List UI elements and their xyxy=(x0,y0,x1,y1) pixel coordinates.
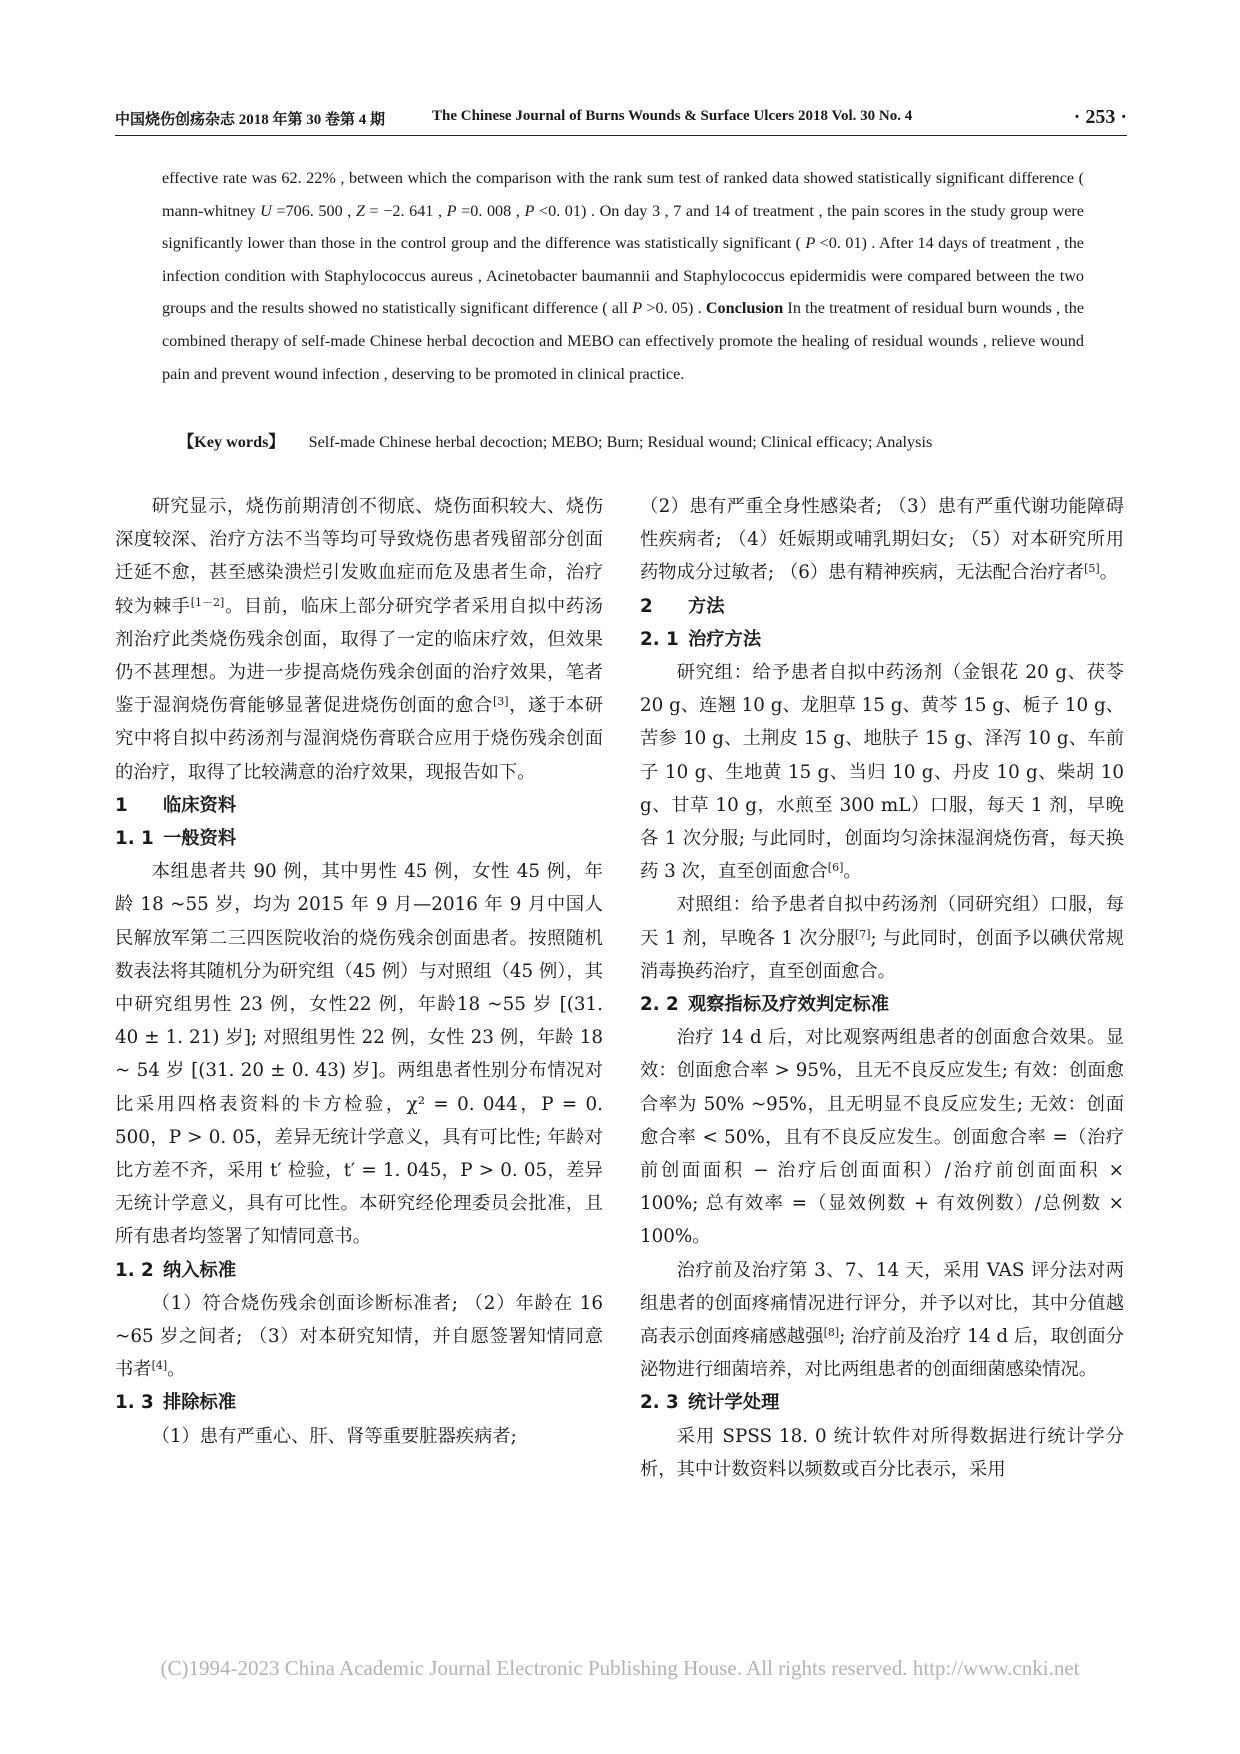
body-text: 研究显示，烧伤前期清创不彻底、烧伤面积较大、烧伤深度较深、治疗方法不当等均可导致烧伤患者残留部分创面迁延不愈，甚至感染溃烂引发败血症而危及患者生命，治疗较为棘手 xyxy=(115,496,603,617)
body-text: （2）患有严重全身性感染者; （3）患有严重代谢功能障碍性疾病者; （4）妊娠期或哺乳期妇女; （5）对本研究所用药物成分过敏者; （6）患有精神疾病，无法配合治疗者 xyxy=(640,496,1124,584)
stat-symbol: P xyxy=(524,201,535,220)
journal-title-en: The Chinese Journal of Burns Wounds & Surface Ulcers 2018 Vol. 30 No. 4 xyxy=(432,108,913,124)
header-rule xyxy=(115,135,1127,136)
study-group-paragraph xyxy=(640,656,1124,888)
section-number: 2 xyxy=(640,595,653,617)
section-number: 1. 1 xyxy=(115,828,154,850)
journal-title-cn: 中国烧伤创疡杂志 2018 年第 30 卷第 4 期 xyxy=(115,112,386,128)
section-number: 2. 3 xyxy=(640,1392,679,1414)
abstract-text: =706. 500 , xyxy=(271,201,356,220)
exclusion-continued xyxy=(640,490,1124,590)
subsection-heading xyxy=(640,1386,1124,1419)
copyright-footer: (C)1994-2023 China Academic Journal Electronic Publishing House. All rights reserved. http://www.cnki.net xyxy=(160,1656,1080,1680)
statistics-paragraph: 采用 SPSS 18. 0 统计软件对所得数据进行统计学分析，其中计数资料以频数或百分比表示，采用 xyxy=(640,1425,1124,1480)
abstract-text: =0. 008 , xyxy=(456,201,525,220)
abstract-text: <0. 01) . After 14 days of treatment , the infection condition with Staphylococcus aureus , Acinetobacter baumannii and Staphylococcus epidermidis were compared between the two groups and the results showed no statistically significant difference ( all xyxy=(162,234,1084,318)
subsection-heading xyxy=(115,1386,603,1419)
body-text: 。 xyxy=(1099,562,1118,584)
citation: [3] xyxy=(492,695,509,709)
abstract-text: <0. 01) . On day 3 , 7 and 14 of treatment , the pain scores in the study group were significantly lower than those in the control group and the difference was statistically significant ( xyxy=(162,201,1084,253)
english-abstract xyxy=(162,162,1084,390)
criteria-paragraph: 治疗 14 d 后，对比观察两组患者的创面愈合效果。显效：创面愈合率 > 95%，且无不良反应发生; 有效：创面愈合率为 50% ~95%，且无明显不良反应发生; 无效：创面愈合率 < 50%，且有不良反应发生。创面愈合率 =（治疗前创面面积 − 治疗后创面面积）/治疗前创面面积 × 100%; 总有效率 =（显效例数 + 有效例数）/总例数 × 100%。 xyxy=(640,1027,1124,1248)
keywords-list: Self-made Chinese herbal decoction; MEBO; Burn; Residual wound; Clinical efficacy; Analysis xyxy=(308,433,933,451)
stat-symbol: P xyxy=(446,201,457,220)
stat-symbol: P xyxy=(805,234,816,253)
stat-symbol: Z xyxy=(355,201,365,220)
section-number: 2. 2 xyxy=(640,994,679,1016)
section-title: 方法 xyxy=(688,595,725,617)
section-number: 1 xyxy=(115,794,128,816)
conclusion-label: Conclusion xyxy=(705,299,784,318)
citation: [6] xyxy=(827,861,844,875)
body-text: 对照组：给予患者自拟中药汤剂（同研究组）口服，每天 1 剂，早晚各 1 次分服 xyxy=(640,894,1124,949)
keywords-label: 【Key words】 xyxy=(178,433,285,451)
abstract-paragraph xyxy=(162,162,1084,390)
section-title: 临床资料 xyxy=(163,794,237,816)
section-title: 统计学处理 xyxy=(688,1392,780,1414)
right-column xyxy=(640,490,1124,1486)
section-title: 观察指标及疗效判定标准 xyxy=(688,994,890,1016)
stat-symbol: U xyxy=(260,201,272,220)
body-text: 研究组：给予患者自拟中药汤剂（金银花 20 g、茯苓 20 g、连翘 10 g、龙胆草 15 g、黄芩 15 g、栀子 10 g、苦参 10 g、土荆皮 15 g、地肤子 15 g、泽泻 10 g、车前子 10 g、生地黄 15 g、当归 10 g、丹皮 10 g、柴胡 10 g、甘草 10 g，水煎至 300 mL）口服，每天 1 剂，早晚各 1 次分服; 与此同时，创面均匀涂抹湿润烧伤膏，每天换药 3 次，直至创面愈合 xyxy=(640,662,1124,883)
citation: [5] xyxy=(1084,562,1100,576)
section-title: 排除标准 xyxy=(163,1392,237,1414)
abstract-text: In the treatment of residual burn wounds , the combined therapy of self-made Chinese herbal decoction and MEBO can effectively promote the healing of residual wounds , relieve wound pain and prevent wound infection , deserving to be promoted in clinical practice. xyxy=(162,299,1085,383)
subsection-heading xyxy=(640,623,1124,656)
citation: [8] xyxy=(823,1326,840,1340)
section-title: 纳入标准 xyxy=(163,1259,237,1281)
section-number: 1. 3 xyxy=(115,1392,154,1414)
control-group-paragraph xyxy=(640,888,1124,988)
citation: [7] xyxy=(854,927,871,941)
body-text: 。 xyxy=(843,861,862,883)
body-text: ; 治疗前及治疗 14 d 后，取创面分泌物进行细菌培养，对比两组患者的创面细菌感染情况。 xyxy=(640,1326,1125,1381)
inclusion-paragraph xyxy=(115,1287,603,1387)
keywords-line xyxy=(178,428,1098,452)
abstract-text: effective rate was 62. 22% , between which the comparison with the rank sum test of ranked data showed statistically significant difference ( mann-whitney xyxy=(162,169,1084,220)
subsection-heading xyxy=(115,822,603,855)
section-title: 一般资料 xyxy=(163,828,237,850)
abstract-text: = −2. 641 , xyxy=(364,201,447,220)
subsection-heading xyxy=(640,988,1124,1021)
running-header xyxy=(115,106,1127,130)
section-heading xyxy=(640,590,1124,623)
stat-symbol: P xyxy=(632,299,643,318)
general-data-paragraph: 本组患者共 90 例，其中男性 45 例，女性 45 例，年龄 18 ~55 岁，均为 2015 年 9 月—2016 年 9 月中国人民解放军第二三四医院收治的烧伤残余创面患者。按照随机数表法将其随机分为研究组（45 例）与对照组（45 例），其中研究组男性 23 例，女性22 例，年龄18 ~55 岁 [(31. 40 ± 1. 21) 岁]; 对照组男性 22 例，女性 23 例，年龄 18 ~ 54 岁 [(31. 20 ± 0. 43) 岁]。两组患者性别分布情况对比采用四格表资料的卡方检验，χ² = 0. 044，P = 0. 500，P > 0. 05，差异无统计学意义，具有可比性; 年龄对比方差不齐，采用 t′ 检验，t′ = 1. 045，P > 0. 05，差异无统计学意义，具有可比性。本研究经伦理委员会批准，且所有患者均签署了知情同意书。 xyxy=(115,861,603,1248)
body-text: 治疗前及治疗第 3、7、14 天，采用 VAS 评分法对两组患者的创面疼痛情况进行评分，并予以对比，其中分值越高表示创面疼痛感越强 xyxy=(640,1259,1124,1348)
left-column xyxy=(115,490,603,1453)
exclusion-paragraph: （1）患有严重心、肝、肾等重要脏器疾病者; xyxy=(151,1425,517,1447)
abstract-text: >0. 05) . xyxy=(642,299,706,318)
citation: [4] xyxy=(151,1359,168,1373)
vas-paragraph xyxy=(640,1254,1124,1387)
body-text: ，遂于本研究中将自拟中药汤剂与湿润烧伤膏联合应用于烧伤残余创面的治疗，取得了比较满意的治疗效果，现报告如下。 xyxy=(115,695,604,783)
section-number: 2. 1 xyxy=(640,628,679,650)
section-heading xyxy=(115,789,603,822)
page-number: · 253 · xyxy=(1073,106,1127,128)
body-text: ; 与此同时，创面予以碘伏常规消毒换药治疗，直至创面愈合。 xyxy=(640,927,1124,982)
citation: [1－2] xyxy=(190,595,225,609)
section-title: 治疗方法 xyxy=(688,628,762,650)
section-number: 1. 2 xyxy=(115,1259,154,1281)
body-text: （1）符合烧伤残余创面诊断标准者; （2）年龄在 16 ~65 岁之间者; （3）对本研究知情，并自愿签署知情同意书者 xyxy=(115,1292,603,1381)
body-text: 。 xyxy=(167,1359,186,1381)
intro-paragraph xyxy=(115,490,603,789)
subsection-heading xyxy=(115,1254,603,1287)
body-text: 。目前，临床上部分研究学者采用自拟中药汤剂治疗此类烧伤残余创面，取得了一定的临床疗效，但效果仍不甚理想。为进一步提高烧伤残余创面的治疗效果，笔者鉴于湿润烧伤膏能够显著促进烧伤创面的愈合 xyxy=(115,595,603,717)
